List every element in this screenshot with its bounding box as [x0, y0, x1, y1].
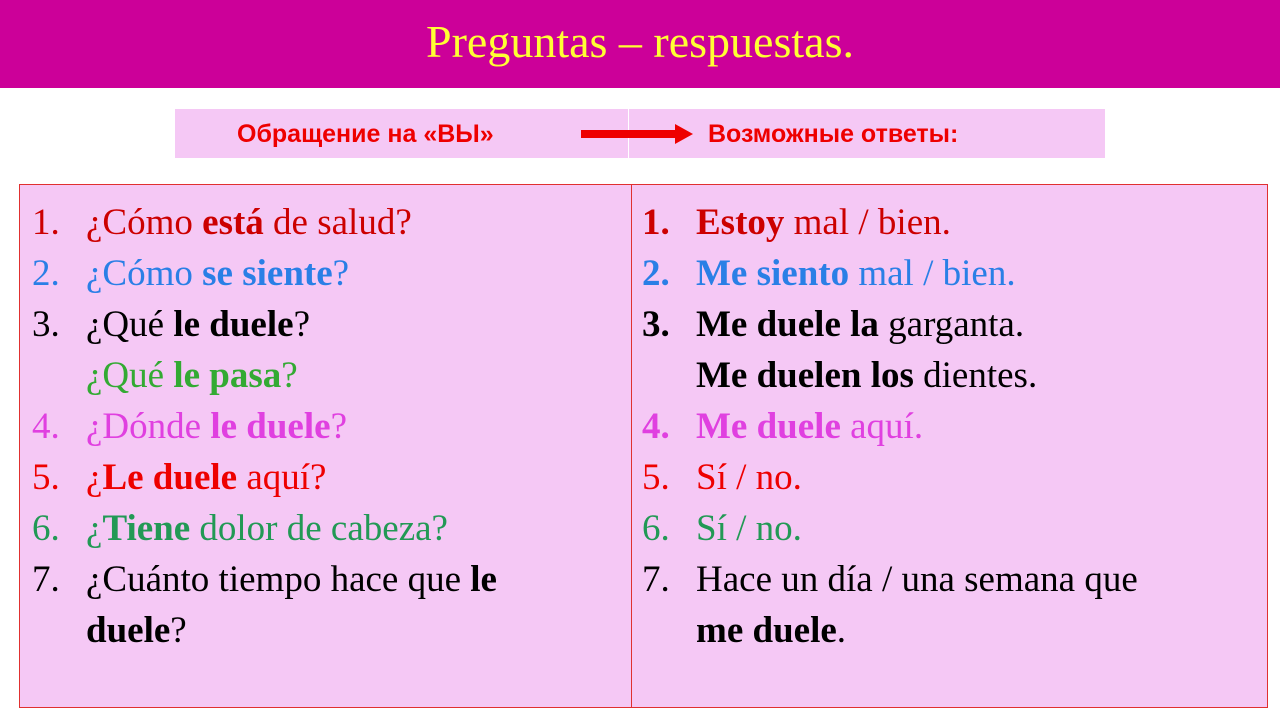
question-text	[86, 248, 622, 299]
question-text-plain: ?	[332, 253, 350, 294]
question-text-bold: le	[470, 559, 497, 600]
question-number	[32, 350, 86, 401]
answer-row-5	[642, 452, 1242, 503]
answer-text	[696, 350, 1242, 401]
question-text-bold: se siente	[202, 253, 333, 294]
question-row-7b	[32, 605, 622, 656]
answer-number: 2.	[642, 253, 670, 294]
column-divider	[631, 185, 632, 707]
question-text-plain: dolor de cabeza?	[190, 508, 448, 549]
question-number: 1.	[32, 202, 60, 243]
answer-text-plain: dientes.	[913, 355, 1038, 396]
question-text-plain: de salud?	[263, 202, 412, 243]
question-text	[86, 554, 622, 605]
answer-text	[696, 554, 1242, 605]
question-row-7	[32, 554, 622, 605]
question-text	[86, 401, 622, 452]
question-text-bold: Tiene	[102, 508, 191, 549]
answer-text	[696, 401, 1242, 452]
answer-text-plain: Sí / no.	[696, 457, 802, 498]
answer-text	[696, 299, 1242, 350]
question-text-plain: ?	[330, 406, 347, 447]
right-arrow-icon	[581, 124, 693, 144]
question-text-plain: ¿Cuánto tiempo hace que	[86, 559, 471, 600]
question-row-1	[32, 197, 622, 248]
question-text-plain: ?	[170, 610, 187, 651]
question-text-plain: aquí?	[237, 457, 327, 498]
question-number: 7.	[32, 559, 60, 600]
answer-text-plain: aquí.	[840, 406, 924, 447]
question-text-bold: duele	[86, 610, 171, 651]
answers-column	[642, 197, 1242, 656]
answer-row-4	[642, 401, 1242, 452]
answer-row-3b	[642, 350, 1242, 401]
question-text-plain: ¿Cómo	[86, 202, 203, 243]
question-text	[86, 452, 622, 503]
question-text-plain: ?	[293, 304, 310, 345]
question-text-bold: le duele	[210, 406, 331, 447]
question-text-bold: le pasa	[173, 355, 282, 396]
question-number: 2.	[32, 253, 60, 294]
answer-number: 4.	[642, 406, 670, 447]
question-text-bold: está	[202, 202, 264, 243]
answer-text-bold: Me duele la	[696, 304, 879, 345]
question-text-plain: ¿Cómo	[86, 253, 203, 294]
question-number: 5.	[32, 457, 60, 498]
answer-row-7b	[642, 605, 1242, 656]
question-number: 4.	[32, 406, 60, 447]
answer-text-plain: mal / bien.	[784, 202, 951, 243]
answer-text-plain: Hace un día / una semana que	[696, 559, 1138, 600]
answer-row-2	[642, 248, 1242, 299]
question-text	[86, 197, 622, 248]
question-text-plain: ?	[281, 355, 298, 396]
subheader-left: Обращение на «ВЫ»	[237, 120, 494, 148]
answer-row-1	[642, 197, 1242, 248]
answer-number: 6.	[642, 508, 670, 549]
answer-text-plain: .	[836, 610, 847, 651]
subheader-right: Возможные ответы:	[708, 120, 959, 148]
question-text	[86, 503, 622, 554]
answer-text-bold: Me duelen los	[696, 355, 914, 396]
question-text	[86, 605, 622, 656]
answer-text	[696, 503, 1242, 554]
question-text-plain: ¿	[86, 457, 103, 498]
subheader	[175, 109, 1105, 158]
question-text-bold: le duele	[173, 304, 294, 345]
question-text-plain: ¿Dónde	[86, 406, 211, 447]
qa-table	[19, 184, 1268, 708]
question-number	[32, 605, 86, 656]
answer-row-3	[642, 299, 1242, 350]
question-text-plain: ¿	[86, 508, 103, 549]
answer-text-bold: Estoy	[696, 202, 785, 243]
answer-number: 1.	[642, 202, 670, 243]
question-text-bold: Le duele	[102, 457, 238, 498]
question-text-plain: ¿Qué	[86, 304, 174, 345]
answer-text-bold: me duele	[696, 610, 837, 651]
answer-text-plain: mal / bien.	[849, 253, 1016, 294]
page-title: Preguntas – respuestas.	[426, 15, 854, 67]
answer-row-6	[642, 503, 1242, 554]
answer-text	[696, 248, 1242, 299]
answer-text	[696, 605, 1242, 656]
question-row-3b	[32, 350, 622, 401]
question-text	[86, 299, 622, 350]
question-row-4	[32, 401, 622, 452]
question-row-2	[32, 248, 622, 299]
answer-row-7	[642, 554, 1242, 605]
answer-number	[642, 350, 696, 401]
title-bar	[0, 0, 1280, 88]
answer-text-bold: Me duele	[696, 406, 841, 447]
questions-column	[32, 197, 622, 656]
answer-text-bold: Me siento	[696, 253, 850, 294]
question-number: 6.	[32, 508, 60, 549]
question-text	[86, 350, 622, 401]
answer-number	[642, 605, 696, 656]
answer-number: 5.	[642, 457, 670, 498]
answer-number: 3.	[642, 304, 670, 345]
answer-text-plain: garganta.	[878, 304, 1025, 345]
answer-number: 7.	[642, 559, 670, 600]
question-row-3	[32, 299, 622, 350]
question-number: 3.	[32, 304, 60, 345]
question-row-5	[32, 452, 622, 503]
answer-text	[696, 197, 1242, 248]
answer-text-plain: Sí / no.	[696, 508, 802, 549]
question-text-plain: ¿Qué	[86, 355, 174, 396]
answer-text	[696, 452, 1242, 503]
question-row-6	[32, 503, 622, 554]
